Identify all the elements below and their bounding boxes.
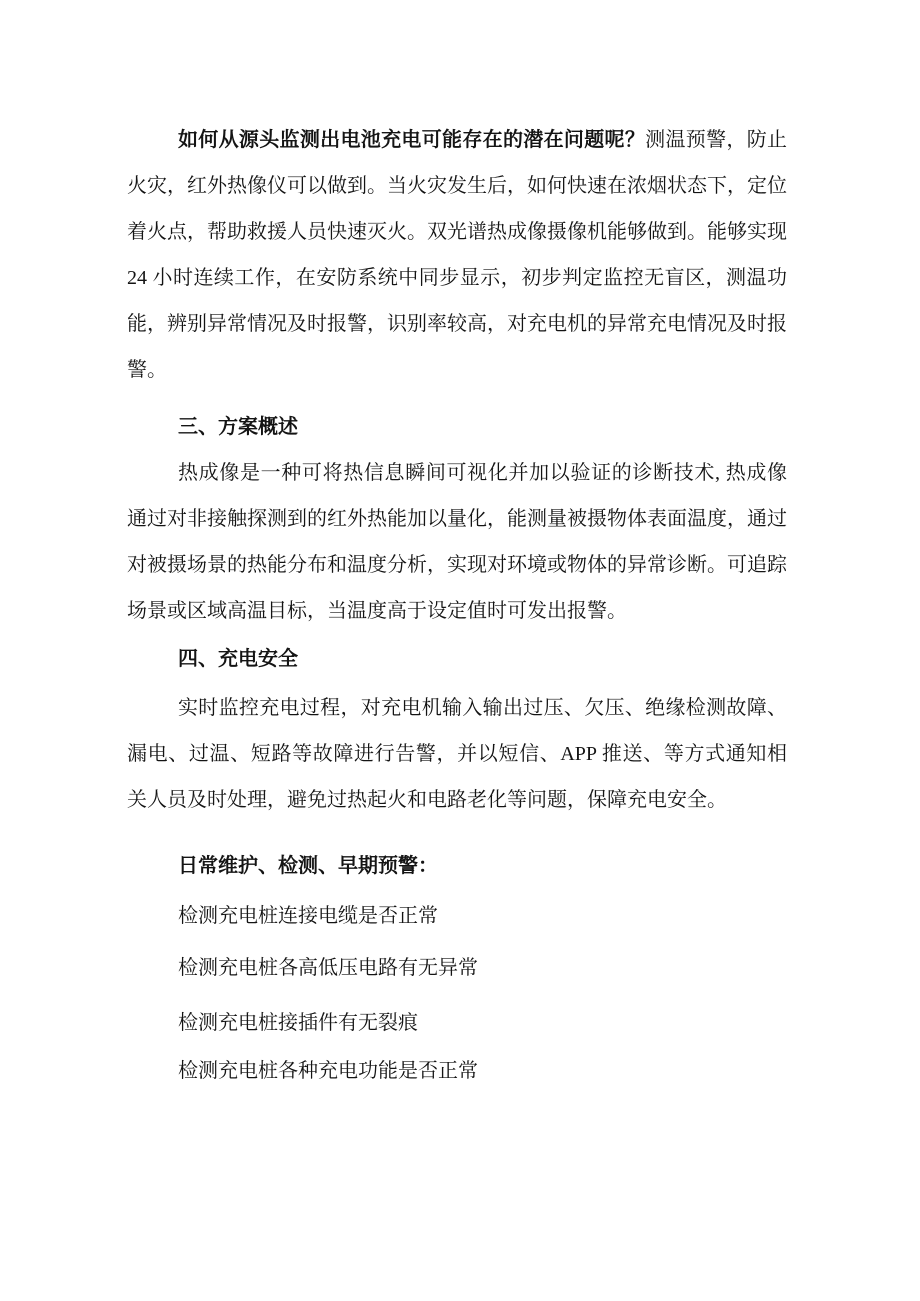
checklist-item-cable: 检测充电桩连接电缆是否正常 bbox=[178, 905, 438, 927]
charging-safety-paragraph: 实时监控充电过程，对充电机输入输出过压、欠压、绝缘检测故障、漏电、过温、短路等故障进行告警，并以短信、APP 推送、等方式通知相关人员及时处理，避免过热起火和电路老化等问题，保障充电安全。 bbox=[127, 697, 787, 811]
intro-question-bold: 如何从源头监测出电池充电可能存在的潜在问题呢？ bbox=[178, 129, 646, 151]
intro-paragraph bbox=[127, 117, 787, 393]
checklist-item-circuits: 检测充电桩各高低压电路有无异常 bbox=[178, 957, 478, 979]
checklist-item-connectors: 检测充电桩接插件有无裂痕 bbox=[178, 1012, 418, 1034]
section-heading-4-charging-safety: 四、充电安全 bbox=[178, 648, 298, 670]
checklist-item-functions: 检测充电桩各种充电功能是否正常 bbox=[178, 1060, 478, 1082]
section-heading-3-overview: 三、方案概述 bbox=[178, 416, 298, 438]
overview-paragraph: 热成像是一种可将热信息瞬间可视化并加以验证的诊断技术, 热成像通过对非接触探测到的红外热能加以量化，能测量被摄物体表面温度，通过对被摄场景的热能分布和温度分析，实现对环境或物体的异常诊断。可追踪场景或区域高温目标，当温度高于设定值时可发出报警。 bbox=[127, 462, 787, 622]
maintenance-heading: 日常维护、检测、早期预警： bbox=[178, 855, 438, 877]
intro-paragraph-body: 测温预警，防止火灾，红外热像仪可以做到。当火灾发生后，如何快速在浓烟状态下，定位着火点，帮助救援人员快速灭火。双光谱热成像摄像机能够做到。能够实现 24 小时连续工作，在安防系统中同步显示，初步判定监控无盲区，测温功能，辨别异常情况及时报警，识别率较高，对充电机的异常充电情况及时报警。 bbox=[127, 129, 788, 381]
